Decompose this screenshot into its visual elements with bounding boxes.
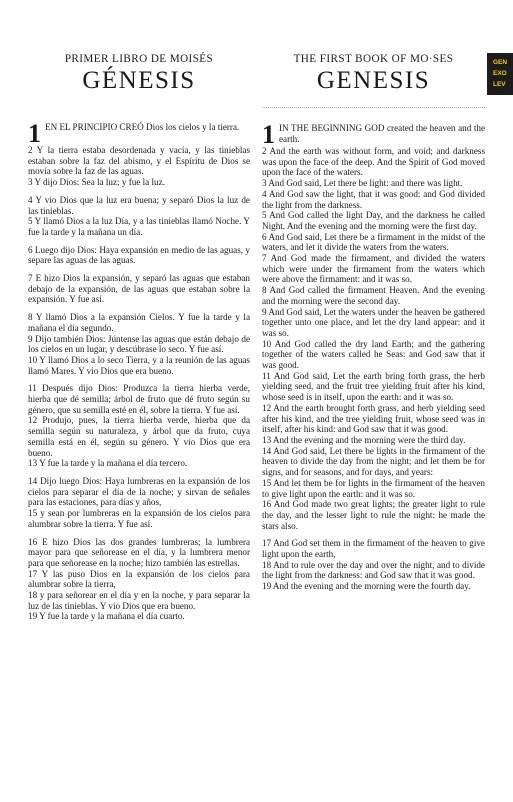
verse (28, 119, 250, 148)
verse: 11 And God said, Let the earth bring forth grass, the herb yielding seed, and the fruit tree yielding fruit after his kind, whose seed is in itself, upon the earth: and it was so. (262, 370, 485, 403)
english-column (262, 52, 485, 592)
verse: 6 And God said, Let there be a firmament in the midst of the waters, and let it divide the waters from the waters. (262, 231, 485, 253)
tab-label-leviticus[interactable]: LEV (493, 81, 506, 88)
verse: 12 And the earth brought forth grass, and herb yielding seed after his kind, and the tree yielding fruit, whose seed was in itself, after his kind: and God saw that it was good. (262, 402, 485, 435)
verse: 4 And God saw the light, that it was good: and God divided the light from the darkness. (262, 188, 485, 210)
verse: 6 Luego dijo Dios: Haya expansión en medio de las aguas, y separe las aguas de las aguas. (28, 244, 250, 266)
verse: 19 Y fue la tarde y la mañana el día cuarto. (28, 611, 185, 622)
verse: 8 And God called the firmament Heaven. And the evening and the morning were the second day. (262, 285, 485, 306)
spanish-verses (28, 119, 250, 622)
verse: 12 Produjo, pues, la tierra hierba verde, hierba que da semilla según su naturaleza, y árbol que da fruto, cuya semilla está en él, según su género. Y vio Dios que era bueno. (28, 415, 250, 458)
verse-text: EN EL PRINCIPIO CREÓ Dios los cielos y la tierra. (45, 122, 240, 132)
verse: 2 And the earth was without form, and void; and darkness was upon the face of the deep. And the Spirit of God moved upon the face of the waters. (262, 146, 485, 178)
verse (262, 120, 485, 149)
verse: 17 And God set them in the firmament of the heaven to give light upon the earth, (262, 538, 485, 560)
verse-text: IN THE BEGINNING GOD created the heaven and the earth. (279, 123, 485, 144)
chapter-number: 1 (262, 120, 275, 149)
verse: 13 And the evening and the morning were the third day. (262, 434, 466, 445)
verse: 14 And God said, Let there be lights in the firmament of the heaven to divide the day from the night; and let them be for signs, and for seasons, and for days, and years: (262, 445, 485, 478)
verse: 3 And God said, Let there be light: and there was light. (262, 178, 463, 189)
english-book-subtitle: THE FIRST BOOK OF MO·SES (293, 53, 454, 65)
verse: 16 And God made two great lights; the greater light to rule the day, and the lesser light to rule the night: he made the stars also. (262, 499, 485, 531)
spanish-column (28, 52, 250, 622)
verse: 13 Y fue la tarde y la mañana el día tercero. (28, 458, 188, 469)
verse: 15 y sean por lumbreras en la expansión de los cielos para alumbrar sobre la tierra. Y fue así. (28, 508, 250, 529)
english-divider (262, 107, 485, 109)
spanish-divider (28, 107, 250, 108)
verse: 19 And the evening and the morning were the fourth day. (262, 581, 471, 592)
english-verses (262, 120, 485, 592)
verse: 7 And God made the firmament, and divided the waters which were under the firmament from the waters which were above the firmament: and it was so. (262, 253, 485, 285)
english-book-title: GENESIS (316, 67, 431, 94)
verse: 4 Y vio Dios que la luz era buena; y separó Dios la luz de las tinieblas. (28, 194, 250, 216)
verse: 15 And let them be for lights in the firmament of the heaven to give light upon the earth: and it was so. (262, 477, 485, 499)
verse: 5 Y llamó Dios a la luz Día, y a las tinieblas llamó Noche. Y fue la tarde y la mañana un día. (28, 216, 250, 237)
verse: 2 Y la tierra estaba desordenada y vacía, y las tinieblas estaban sobre la faz del abismo, y el Espíritu de Dios se movía sobre la faz de las aguas. (28, 145, 250, 177)
spanish-book-subtitle: PRIMER LIBRO DE MOISÉS (64, 53, 214, 65)
verse: 14 Dijo luego Dios: Haya lumbreras en la expansión de los cielos para separar el día de la noche; y sirvan de señales para las estaciones, para días y años, (28, 475, 250, 508)
spanish-book-title: GÉNESIS (82, 67, 196, 94)
verse: 16 E hizo Dios las dos grandes lumbreras; la lumbrera mayor para que señorease en el día, y la lumbrera menor para que señorease en la noche; hizo también las estrellas. (28, 536, 250, 568)
verse: 17 Y las puso Dios en la expansión de los cielos para alumbrar sobre la tierra, (28, 568, 250, 590)
chapter-number: 1 (28, 119, 41, 148)
verse: 10 Y llamó Dios a lo seco Tierra, y a la reunión de las aguas llamó Mares. Y vio Dios que era bueno. (28, 354, 250, 376)
book-thumb-tab[interactable] (487, 53, 513, 95)
verse: 5 And God called the light Day, and the darkness he called Night. And the evening and the morning were the first day. (262, 210, 485, 231)
verse: 18 And to rule over the day and over the night, and to divide the light from the darkness: and God saw that it was good. (262, 559, 485, 581)
tab-label-exodus[interactable]: EXO (493, 70, 507, 77)
verse: 8 Y llamó Dios a la expansión Cielos. Y fue la tarde y la mañana el día segundo. (28, 312, 250, 333)
verse: 11 Después dijo Dios: Produzca la tierra hierba verde, hierba que dé semilla; árbol de fruto que dé fruto según su género, que su semilla esté en él, sobre la tierra. Y fue así. (28, 383, 250, 415)
verse: 7 E hizo Dios la expansión, y separó las aguas que estaban debajo de la expansión, de las aguas que estaban sobre la expansión. Y fue así. (28, 273, 250, 305)
verse: 3 Y dijo Dios: Sea la luz; y fue la luz. (28, 177, 165, 188)
tab-label-genesis[interactable]: GEN (493, 59, 508, 66)
verse: 9 And God said, Let the waters under the heaven be gathered together unto one place, and let the dry land appear: and it was so. (262, 306, 485, 338)
verse: 18 y para señorear en el día y en la noche, y para separar la luz de las tinieblas. Y vio Dios que era bueno. (28, 590, 250, 611)
verse: 9 Dijo también Dios: Júntense las aguas que están debajo de los cielos en un lugar, y descúbrase lo seco. Y fue así. (28, 333, 250, 355)
verse: 10 And God called the dry land Earth; and the gathering together of the waters called he Seas: and God saw that it was good. (262, 338, 485, 371)
